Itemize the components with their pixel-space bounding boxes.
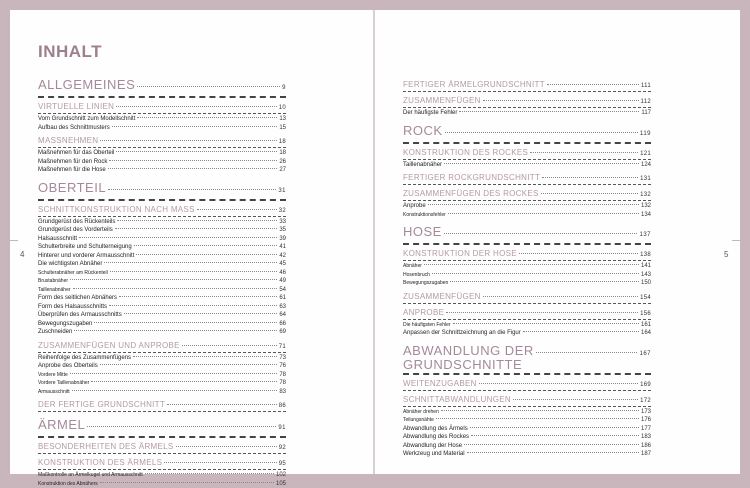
dot-leader [547,84,639,85]
page-number-right: 5 [724,250,728,259]
toc-entry-label: Konstruktion des Abnähers [38,480,98,488]
toc-entry-label: Brustabnäher [38,277,68,286]
toc-page-number: 49 [279,277,286,286]
toc-entry-label: Halsausschnitt [38,235,77,244]
toc-page-number: 83 [279,388,286,397]
section-dashed-rule [403,319,651,320]
toc-entry-label: Schulterbreite und Schulterneigung [38,243,132,252]
toc-entry[interactable] [403,109,651,118]
toc-page-number: 141 [641,262,651,271]
toc-entry[interactable] [403,425,651,434]
toc-entry-label: Vom Grundschnitt zum Modellschnitt [38,115,135,124]
section-dashed-rule [38,147,286,148]
section-dashed-rule [403,303,651,304]
toc-entry-label: Hosenbruch [403,271,430,280]
toc-entry-label: Bewegungszugaben [403,279,448,288]
toc-entry[interactable] [38,252,286,261]
toc-page-number: 156 [640,309,651,319]
toc-entry[interactable] [38,226,286,235]
dot-leader [453,323,639,324]
toc-page-number: 172 [640,396,651,406]
toc-section-label: KONSTRUKTION DES ÄRMELS [38,458,162,468]
toc-page-number: 134 [641,211,651,220]
dot-leader [542,177,638,178]
dot-leader [470,427,639,428]
toc-page-number: 173 [641,408,651,417]
dot-leader [133,356,277,357]
dot-leader [519,253,638,254]
toc-page-number: 105 [276,480,286,488]
toc-page-number: 78 [279,379,286,388]
dot-leader [119,296,277,297]
dot-leader [94,322,277,323]
toc-chapter-label: ÄRMEL [38,418,85,432]
toc-entry[interactable] [38,371,286,380]
dot-leader [523,331,639,332]
dot-leader [145,473,274,474]
toc-entry[interactable] [38,243,286,252]
dot-leader [445,132,638,133]
toc-entry[interactable] [38,471,286,480]
toc-entry-label: Abwandlung des Rockes [403,433,469,442]
dot-leader [100,140,276,141]
toc-entry-label: Maßnehmen für das Oberteil [38,149,114,158]
dot-leader [483,100,639,101]
toc-entry[interactable] [38,260,286,269]
toc-section-label: MASSNEHMEN [38,136,98,146]
dot-leader [436,418,639,419]
toc-chapter[interactable] [38,418,286,435]
toc-entry-label: Grundgerüst des Rückenteils [38,218,115,227]
toc-page-number: 183 [641,433,651,442]
toc-entry-label: Hinterer und vorderer Armausschnitt [38,252,134,261]
toc-section-label: KONSTRUKTION DES ROCKES [403,148,528,158]
toc-section-label: ZUSAMMENFÜGEN [403,292,481,302]
toc-entry[interactable] [38,388,286,397]
toc-entry-label: Armausschnitt [38,388,70,397]
section-dashed-rule [38,411,286,412]
dot-leader [176,446,277,447]
toc-entry-label: Anpassen der Schnittzeichnung an die Figur [403,329,521,338]
toc-entry-label: Vordere Taillenabnäher [38,379,89,388]
dot-leader [459,111,639,112]
toc-page-number: 86 [279,401,286,411]
toc-section-label: ZUSAMMENFÜGEN [403,96,481,106]
toc-section[interactable] [403,249,651,260]
dot-leader [100,482,274,483]
toc-page-number: 92 [279,443,286,453]
section-dashed-rule [403,200,651,201]
right-page-mark [732,240,740,241]
toc-left-column [38,72,286,488]
toc-page-number: 164 [641,329,651,338]
dot-leader [530,152,638,153]
section-dashed-rule [403,107,651,108]
toc-entry-label: Reihenfolge des Zusammenfügens [38,354,131,363]
dot-leader [541,193,638,194]
dot-leader [115,228,278,229]
toc-page-number: 138 [640,250,651,260]
dot-leader [448,213,639,214]
toc-page-number: 124 [641,161,651,170]
section-dashed-rule [403,159,651,160]
toc-section-label: SCHNITTKONSTRUKTION NACH MASS [38,205,195,215]
toc-section[interactable] [403,80,651,91]
toc-page-number: 32 [279,206,286,216]
dot-leader [100,364,278,365]
dot-leader [87,426,276,427]
toc-entry-label: Die häufigsten Fehler [403,321,451,330]
chapter-dashed-rule [403,373,651,375]
toc-chapter-label: ALLGEMEINES [38,78,135,92]
toc-page-number: 121 [640,149,651,159]
toc-chapter-label: OBERTEIL [38,181,106,195]
toc-entry[interactable] [38,328,286,337]
dot-leader [428,204,639,205]
dot-leader [109,160,277,161]
dot-leader [432,273,639,274]
dot-leader [471,435,639,436]
toc-page-number: 176 [641,416,651,425]
dot-leader [167,404,277,405]
toc-page-number: 102 [276,471,286,480]
dot-leader [134,245,278,246]
toc-entry[interactable] [403,279,651,288]
dot-leader [116,106,276,107]
dot-leader [164,462,276,463]
toc-section[interactable] [38,458,286,469]
toc-entry[interactable] [403,408,651,417]
toc-chapter-label: HOSE [403,225,442,239]
toc-page-number: 78 [279,371,286,380]
toc-entry-label: Abnäher drehen [403,408,439,417]
chapter-dashed-rule [38,199,286,201]
section-dashed-rule [403,260,651,261]
toc-entry-label: Maßnehmen für den Rock [38,158,107,167]
toc-page-number: 132 [641,202,651,211]
toc-section[interactable] [403,379,651,390]
toc-chapter-label: ABWANDLUNG DER GRUNDSCHNITTE [403,344,534,372]
toc-entry-label: Schulterabnäher am Rückenteil [38,269,108,278]
dot-leader [108,168,278,169]
toc-entry[interactable] [403,442,651,451]
toc-page-number: 167 [639,347,651,361]
toc-section[interactable] [403,148,651,159]
chapter-dashed-rule [403,142,651,144]
toc-page-number: 31 [278,184,286,198]
section-dashed-rule [38,216,286,217]
toc-entry[interactable] [38,158,286,167]
toc-page-number: 150 [641,279,651,288]
toc-page-number: 41 [279,243,286,252]
toc-entry-label: Anprobe des Oberteils [38,362,98,371]
toc-entry[interactable] [38,235,286,244]
toc-page-number: 154 [640,293,651,303]
dot-leader [536,352,638,353]
toc-section[interactable] [38,205,286,216]
toc-page-number: 46 [279,269,286,278]
toc-section-label: DER FERTIGE GRUNDSCHNITT [38,400,165,410]
dot-leader [72,390,278,391]
toc-right-column [403,76,651,459]
toc-page-number: 15 [279,124,286,133]
toc-page-number: 39 [279,235,286,244]
toc-chapter-label: ROCK [403,124,443,138]
toc-entry[interactable] [38,277,286,286]
toc-page-number: 42 [279,252,286,261]
toc-page-number: 18 [279,149,286,158]
toc-entry-label: Vordere Mitte [38,371,68,380]
dot-leader [108,189,276,190]
toc-page-number: 95 [279,459,286,469]
toc-chapter[interactable] [403,225,651,242]
dot-leader [464,444,639,445]
dot-leader [424,264,639,265]
toc-entry[interactable] [403,271,651,280]
toc-page-number: 131 [640,174,651,184]
toc-page-number: 137 [639,228,651,242]
dot-leader [446,312,638,313]
toc-page-number: 66 [279,320,286,329]
toc-chapter[interactable] [38,181,286,198]
toc-entry-label: Abnäher [403,262,422,271]
toc-page-number: 187 [641,450,651,459]
toc-page-number: 119 [640,127,651,141]
section-dashed-rule [38,453,286,454]
toc-entry-label: Form des Halsausschnitts [38,303,107,312]
toc-entry[interactable] [403,433,651,442]
toc-section-label: VIRTUELLE LINIEN [38,102,114,112]
toc-page-number: 112 [641,97,651,107]
toc-entry[interactable] [403,161,651,170]
toc-entry-label: Werkzeug und Material [403,450,465,459]
section-dashed-rule [403,91,651,92]
toc-page-number: 64 [279,311,286,320]
left-page-mark [10,240,18,241]
toc-entry[interactable] [38,115,286,124]
dot-leader [441,410,639,411]
toc-entry[interactable] [403,450,651,459]
toc-page-number: 186 [641,442,651,451]
dot-leader [73,288,278,289]
toc-entry[interactable] [403,321,651,330]
toc-page-number: 45 [279,260,286,269]
toc-entry[interactable] [38,166,286,175]
dot-leader [74,330,277,331]
toc-page-number: 33 [279,218,286,227]
toc-entry-label: Konstruktionsfehler [403,211,446,220]
toc-section-label: FERTIGER ÄRMELGRUNDSCHNITT [403,80,545,90]
toc-entry-label: Maßkontrolle an Ärmelkugel und Armausschnitt [38,471,143,480]
toc-chapter[interactable] [38,78,286,95]
toc-section-label: WEITENZUGABEN [403,379,477,389]
toc-entry[interactable] [38,303,286,312]
toc-page-number: 177 [641,425,651,434]
toc-entry-label: Zuschneiden [38,328,72,337]
toc-page-number: 35 [279,226,286,235]
toc-section[interactable] [403,395,651,406]
dot-leader [444,233,638,234]
dot-leader [467,452,639,453]
toc-page-number: 69 [279,328,286,337]
dot-leader [110,271,278,272]
toc-section[interactable] [38,102,286,113]
dot-leader [112,126,278,127]
dot-leader [109,305,277,306]
dot-leader [513,399,638,400]
dot-leader [136,254,277,255]
toc-entry[interactable] [38,320,286,329]
toc-entry-label: Anprobe [403,202,426,211]
page-number-left: 4 [20,250,24,259]
toc-section[interactable] [403,96,651,107]
section-dashed-rule [38,352,286,353]
toc-section[interactable] [403,308,651,319]
dot-leader [70,373,278,374]
toc-entry-label: Form des seitlichen Abnähers [38,294,117,303]
toc-section[interactable] [38,341,286,352]
toc-page-number: 61 [279,294,286,303]
toc-page-number: 117 [641,109,651,118]
toc-entry[interactable] [403,262,651,271]
toc-page-number: 63 [279,303,286,312]
toc-entry-label: Der häufigste Fehler [403,109,457,118]
toc-entry[interactable] [38,286,286,295]
toc-entry-label: Abwandlung des Ärmels [403,425,468,434]
section-dashed-rule [403,390,651,391]
toc-page-number: 26 [279,158,286,167]
toc-entry[interactable] [403,416,651,425]
toc-entry[interactable] [403,202,651,211]
toc-section-label: KONSTRUKTION DER HOSE [403,249,517,259]
section-dashed-rule [38,469,286,470]
toc-entry[interactable] [38,218,286,227]
dot-leader [117,220,277,221]
book-gutter [373,10,375,474]
toc-page-number: 18 [279,137,286,147]
toc-section-label: FERTIGER ROCKGRUNDSCHNITT [403,173,540,183]
toc-entry-label: Grundgerüst des Vorderteils [38,226,113,235]
toc-entry[interactable] [38,379,286,388]
toc-entry-label: Überprüfen des Armausschnitts [38,311,122,320]
toc-entry-label: Taillenabnäher [38,286,71,295]
toc-section-label: ANPROBE [403,308,444,318]
toc-page-number: 54 [279,286,286,295]
toc-entry[interactable] [403,211,651,220]
chapter-dashed-rule [38,96,286,98]
section-dashed-rule [403,406,651,407]
toc-page-number: 27 [279,166,286,175]
dot-leader [79,237,277,238]
toc-page-number: 73 [279,354,286,363]
toc-page-number: 161 [641,321,651,330]
toc-entry-label: Bewegungszugaben [38,320,92,329]
toc-page-number: 143 [641,271,651,280]
dot-leader [116,151,277,152]
toc-page-number: 169 [640,380,651,390]
toc-chapter[interactable] [403,344,651,372]
dot-leader [137,117,277,118]
toc-entry[interactable] [38,362,286,371]
dot-leader [137,86,280,87]
chapter-dashed-rule [38,436,286,438]
toc-entry-label: Aufbau des Schnittmusters [38,124,110,133]
toc-page-number: 132 [640,190,651,200]
toc-section[interactable] [38,400,286,411]
dot-leader [479,383,638,384]
toc-section-label: BESONDERHEITEN DES ÄRMELS [38,442,174,452]
toc-entry[interactable] [38,354,286,363]
toc-section-label: ZUSAMMENFÜGEN DES ROCKES [403,189,539,199]
toc-entry[interactable] [38,269,286,278]
toc-page-number: 9 [282,81,286,95]
dot-leader [70,279,277,280]
toc-entry[interactable] [38,124,286,133]
toc-section[interactable] [403,173,651,184]
section-dashed-rule [38,113,286,114]
page-title: INHALT [38,42,102,62]
toc-entry[interactable] [38,294,286,303]
toc-entry-label: Taillenabnäher [403,161,442,170]
toc-page-number: 13 [279,115,286,124]
toc-page-number: 76 [279,362,286,371]
toc-section[interactable] [403,292,651,303]
toc-page-number: 111 [641,81,651,91]
toc-entry[interactable] [38,149,286,158]
toc-entry-label: Abwandlung der Hose [403,442,462,451]
toc-section-label: ZUSAMMENFÜGEN UND ANPROBE [38,341,180,351]
toc-section[interactable] [403,189,651,200]
toc-page-number: 91 [278,421,286,435]
toc-section[interactable] [38,442,286,453]
toc-entry-label: Teilungsnähte [403,416,434,425]
dot-leader [444,163,639,164]
dot-leader [450,281,639,282]
toc-page-number: 71 [279,342,286,352]
dot-leader [197,209,277,210]
dot-leader [104,262,277,263]
toc-page-number: 10 [279,103,286,113]
toc-section-label: SCHNITTABWANDLUNGEN [403,395,511,405]
dot-leader [182,345,277,346]
section-dashed-rule [403,184,651,185]
toc-entry[interactable] [403,329,651,338]
toc-entry-label: Maßnehmen für die Hose [38,166,106,175]
dot-leader [483,296,638,297]
toc-entry-label: Die wichtigsten Abnäher [38,260,102,269]
dot-leader [91,381,277,382]
toc-chapter[interactable] [403,124,651,141]
toc-entry[interactable] [38,311,286,320]
dot-leader [124,313,278,314]
toc-section[interactable] [38,136,286,147]
chapter-dashed-rule [403,243,651,245]
